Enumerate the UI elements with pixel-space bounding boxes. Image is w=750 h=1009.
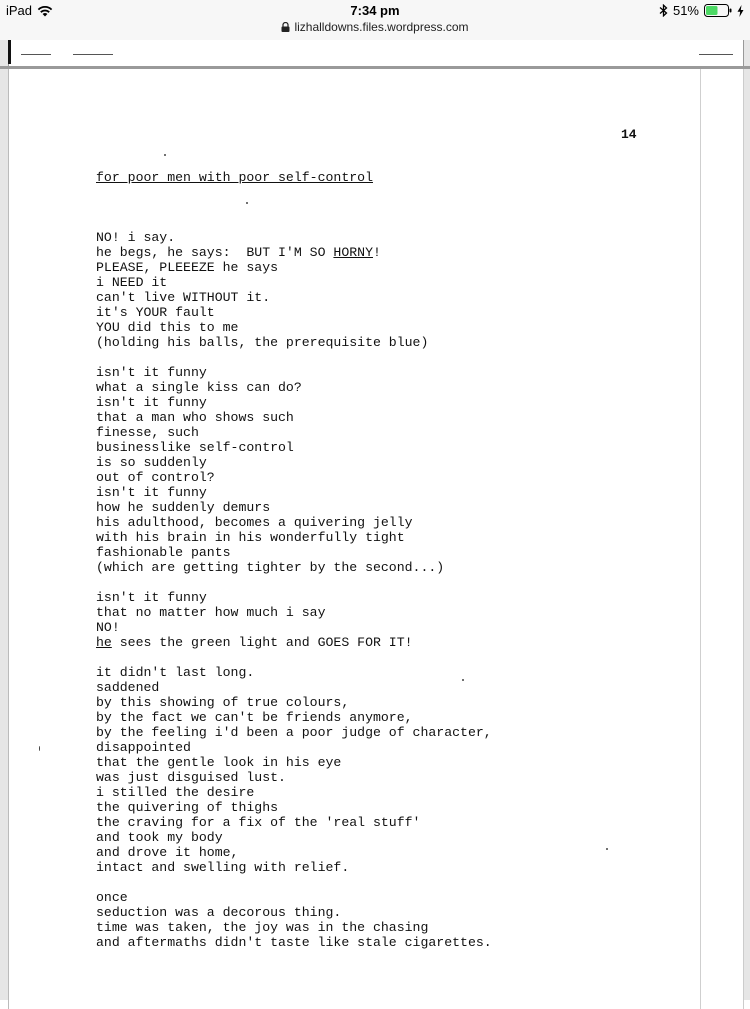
status-bar (0, 0, 750, 40)
poem-line: i NEED it (96, 275, 168, 290)
stanza (96, 230, 656, 350)
battery-percent: 51% (672, 3, 699, 18)
poem-line-segment: HORNY (333, 245, 373, 260)
poem-line: by this showing of true colours, (96, 695, 350, 710)
poem-line: isn't it funny (96, 365, 207, 380)
poem-line: and aftermaths didn't taste like stale cigarettes. (96, 935, 492, 950)
page-edge-mark (8, 40, 11, 64)
poem-line (96, 635, 656, 650)
poem-line: i stilled the desire (96, 785, 255, 800)
poem-title: for poor men with poor self-control (96, 170, 373, 185)
poem-line: (holding his balls, the prerequisite blue) (96, 335, 429, 350)
previous-page-bottom (8, 40, 744, 66)
poem-line-segment: ! (373, 245, 381, 260)
status-right (659, 3, 744, 18)
poem-line: fashionable pants (96, 545, 231, 560)
poem-line: YOU did this to me (96, 320, 239, 335)
poem-line: that no matter how much i say (96, 605, 326, 620)
poem-line: and drove it home, (96, 845, 239, 860)
device-name: iPad (6, 3, 33, 18)
lock-icon (281, 22, 290, 32)
poem-line: by the feeling i'd been a poor judge of character, (96, 725, 492, 740)
poem-line: saddened (96, 680, 160, 695)
stanza (96, 665, 656, 875)
poem-line: disappointed (96, 740, 191, 755)
poem-line: what a single kiss can do? (96, 380, 302, 395)
poem-line: PLEASE, PLEEEZE he says (96, 260, 279, 275)
bluetooth-icon (659, 4, 668, 17)
poem-line: businesslike self-control (96, 440, 294, 455)
poem-line: (which are getting tighter by the second...) (96, 560, 445, 575)
poem-line: out of control? (96, 470, 215, 485)
poem-line: by the fact we can't be friends anymore, (96, 710, 413, 725)
poem-line: seduction was a decorous thing. (96, 905, 342, 920)
poem-line: the quivering of thighs (96, 800, 279, 815)
url-text[interactable]: lizhalldowns.files.wordpress.com (294, 20, 469, 34)
poem-line-segment: he begs, he says: BUT I'M SO (96, 245, 334, 260)
stanza (96, 590, 656, 650)
document-page (8, 69, 744, 1009)
poem-line: intact and swelling with relief. (96, 860, 350, 875)
poem-line: finesse, such (96, 425, 199, 440)
poem-line: and took my body (96, 830, 223, 845)
stanza (96, 365, 656, 575)
charging-bolt-icon (737, 5, 744, 17)
clock: 7:34 pm (350, 3, 400, 18)
poem-line: is so suddenly (96, 455, 207, 470)
poem-line-segment: he (96, 635, 112, 650)
poem-line: it didn't last long. (96, 665, 255, 680)
address-bar[interactable] (0, 20, 750, 34)
poem-line-segment: sees the green light and GOES FOR IT! (111, 635, 413, 650)
stanza (96, 890, 656, 950)
battery-icon (704, 4, 732, 17)
poem-line: his adulthood, becomes a quivering jelly (96, 515, 413, 530)
poem-line: isn't it funny (96, 485, 207, 500)
poem-line: that a man who shows such (96, 410, 294, 425)
poem-body (96, 230, 656, 950)
poem-line: the craving for a fix of the 'real stuff' (96, 815, 421, 830)
poem-line: it's YOUR fault (96, 305, 215, 320)
poem-line: NO! (96, 620, 120, 635)
poem-line: isn't it funny (96, 395, 207, 410)
document-viewport[interactable] (0, 40, 750, 1000)
scan-edge-line (700, 69, 701, 1009)
poem-line: time was taken, the joy was in the chasing (96, 920, 429, 935)
poem-line (96, 245, 656, 260)
page-number: 14 (621, 127, 637, 142)
poem-line: NO! i say. (96, 230, 176, 245)
poem-line: with his brain in his wonderfully tight (96, 530, 405, 545)
poem-line: once (96, 890, 128, 905)
poem (96, 140, 656, 980)
poem-line: how he suddenly demurs (96, 500, 271, 515)
poem-line: that the gentle look in his eye (96, 755, 342, 770)
poem-line: was just disguised lust. (96, 770, 286, 785)
poem-line: isn't it funny (96, 590, 207, 605)
poem-line: can't live WITHOUT it. (96, 290, 271, 305)
